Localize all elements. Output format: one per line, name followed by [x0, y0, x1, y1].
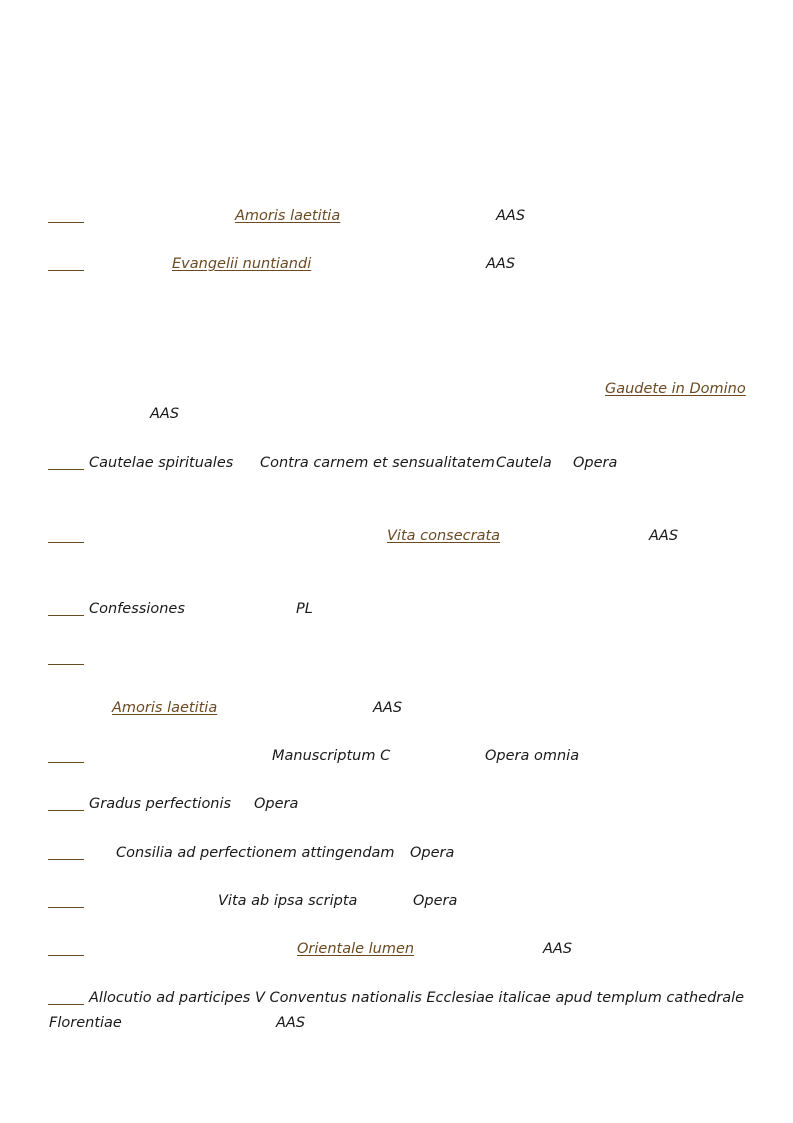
work-title: Allocutio ad participes V Conventus nationalis Ecclesiae italicae apud templum cathedrale [89, 990, 745, 1006]
footnote-marker [48, 542, 84, 543]
source-abbreviation: AAS [543, 941, 573, 957]
source-abbreviation: Opera [410, 845, 455, 861]
source-abbreviation: AAS [276, 1015, 306, 1031]
source-abbreviation: AAS [486, 256, 516, 272]
citation-link[interactable]: Orientale lumen [297, 941, 415, 957]
footnote-marker [48, 270, 84, 271]
footnote-marker [48, 664, 84, 665]
footnote-marker [48, 907, 84, 908]
work-title: Cautela [496, 455, 552, 471]
footnote-marker [48, 615, 84, 616]
work-title: Confessiones [89, 601, 185, 617]
work-title: Cautelae spirituales [89, 455, 234, 471]
footnote-marker [48, 810, 84, 811]
source-abbreviation: Opera [254, 796, 299, 812]
work-title: Manuscriptum C [272, 748, 391, 764]
work-title: Vita ab ipsa scripta [218, 893, 358, 909]
footnote-marker [48, 469, 84, 470]
footnote-marker [48, 762, 84, 763]
source-abbreviation: PL [296, 601, 313, 617]
footnote-marker [48, 859, 84, 860]
footnote-marker [48, 222, 84, 223]
work-title: Consilia ad perfectionem attingendam [116, 845, 395, 861]
source-abbreviation: Opera [413, 893, 458, 909]
work-title-continued: Florentiae [49, 1015, 122, 1031]
source-abbreviation: AAS [496, 208, 526, 224]
source-abbreviation: AAS [649, 528, 679, 544]
citation-link[interactable]: Gaudete in Domino [605, 381, 746, 397]
work-title: Gradus perfectionis [89, 796, 232, 812]
citation-link[interactable]: Amoris laetitia [112, 700, 218, 716]
citation-link[interactable]: Evangelii nuntiandi [172, 256, 312, 272]
footnote-marker [48, 955, 84, 956]
work-title: Opera [573, 455, 618, 471]
source-abbreviation: Opera omnia [485, 748, 580, 764]
source-abbreviation: AAS [150, 406, 180, 422]
citation-link[interactable]: Vita consecrata [387, 528, 501, 544]
work-title: Contra carnem et sensualitatem [260, 455, 495, 471]
source-abbreviation: AAS [373, 700, 403, 716]
footnote-marker [48, 1004, 84, 1005]
citation-link[interactable]: Amoris laetitia [235, 208, 341, 224]
